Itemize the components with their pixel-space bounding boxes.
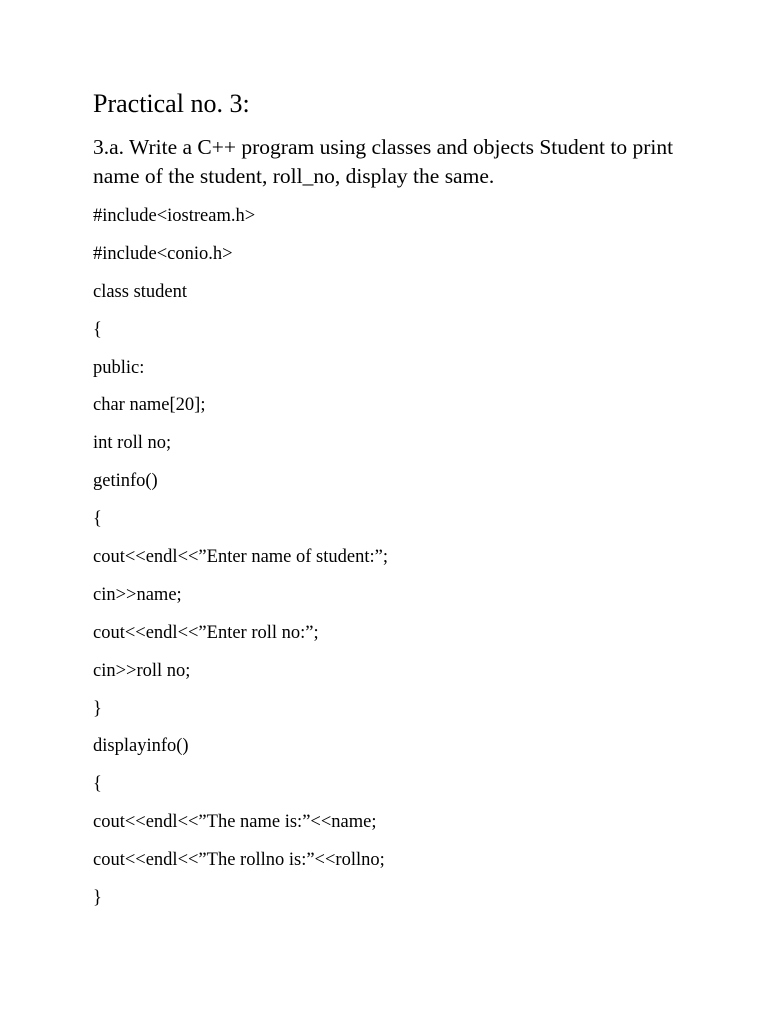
code-line: cout<<endl<<”Enter roll no:”;	[93, 622, 319, 643]
question-text: 3.a. Write a C++ program using classes and objects Student to print name of the student, roll_no, display the same.	[93, 135, 674, 188]
code-listing	[93, 203, 388, 923]
code-line: cout<<endl<<”The rollno is:”<<rollno;	[93, 850, 385, 871]
code-line: int roll no;	[93, 433, 172, 454]
page-title: Practical no. 3:	[93, 89, 250, 118]
code-line: }	[93, 888, 102, 909]
code-line: displayinfo()	[93, 736, 189, 757]
code-line: }	[93, 698, 102, 719]
code-line: getinfo()	[93, 471, 158, 492]
code-line: {	[93, 319, 102, 340]
code-line: #include<iostream.h>	[93, 206, 256, 226]
code-line: #include<conio.h>	[93, 243, 233, 264]
code-line: {	[93, 774, 102, 795]
code-line: char name[20];	[93, 395, 206, 416]
code-line: cout<<endl<<”The name is:”<<name;	[93, 812, 377, 833]
code-line: cout<<endl<<”Enter name of student:”;	[93, 547, 388, 568]
code-line: public:	[93, 357, 145, 378]
code-line: cin>>roll no;	[93, 660, 191, 681]
code-line: cin>>name;	[93, 584, 182, 605]
code-line: class student	[93, 281, 188, 302]
code-line: {	[93, 509, 102, 530]
